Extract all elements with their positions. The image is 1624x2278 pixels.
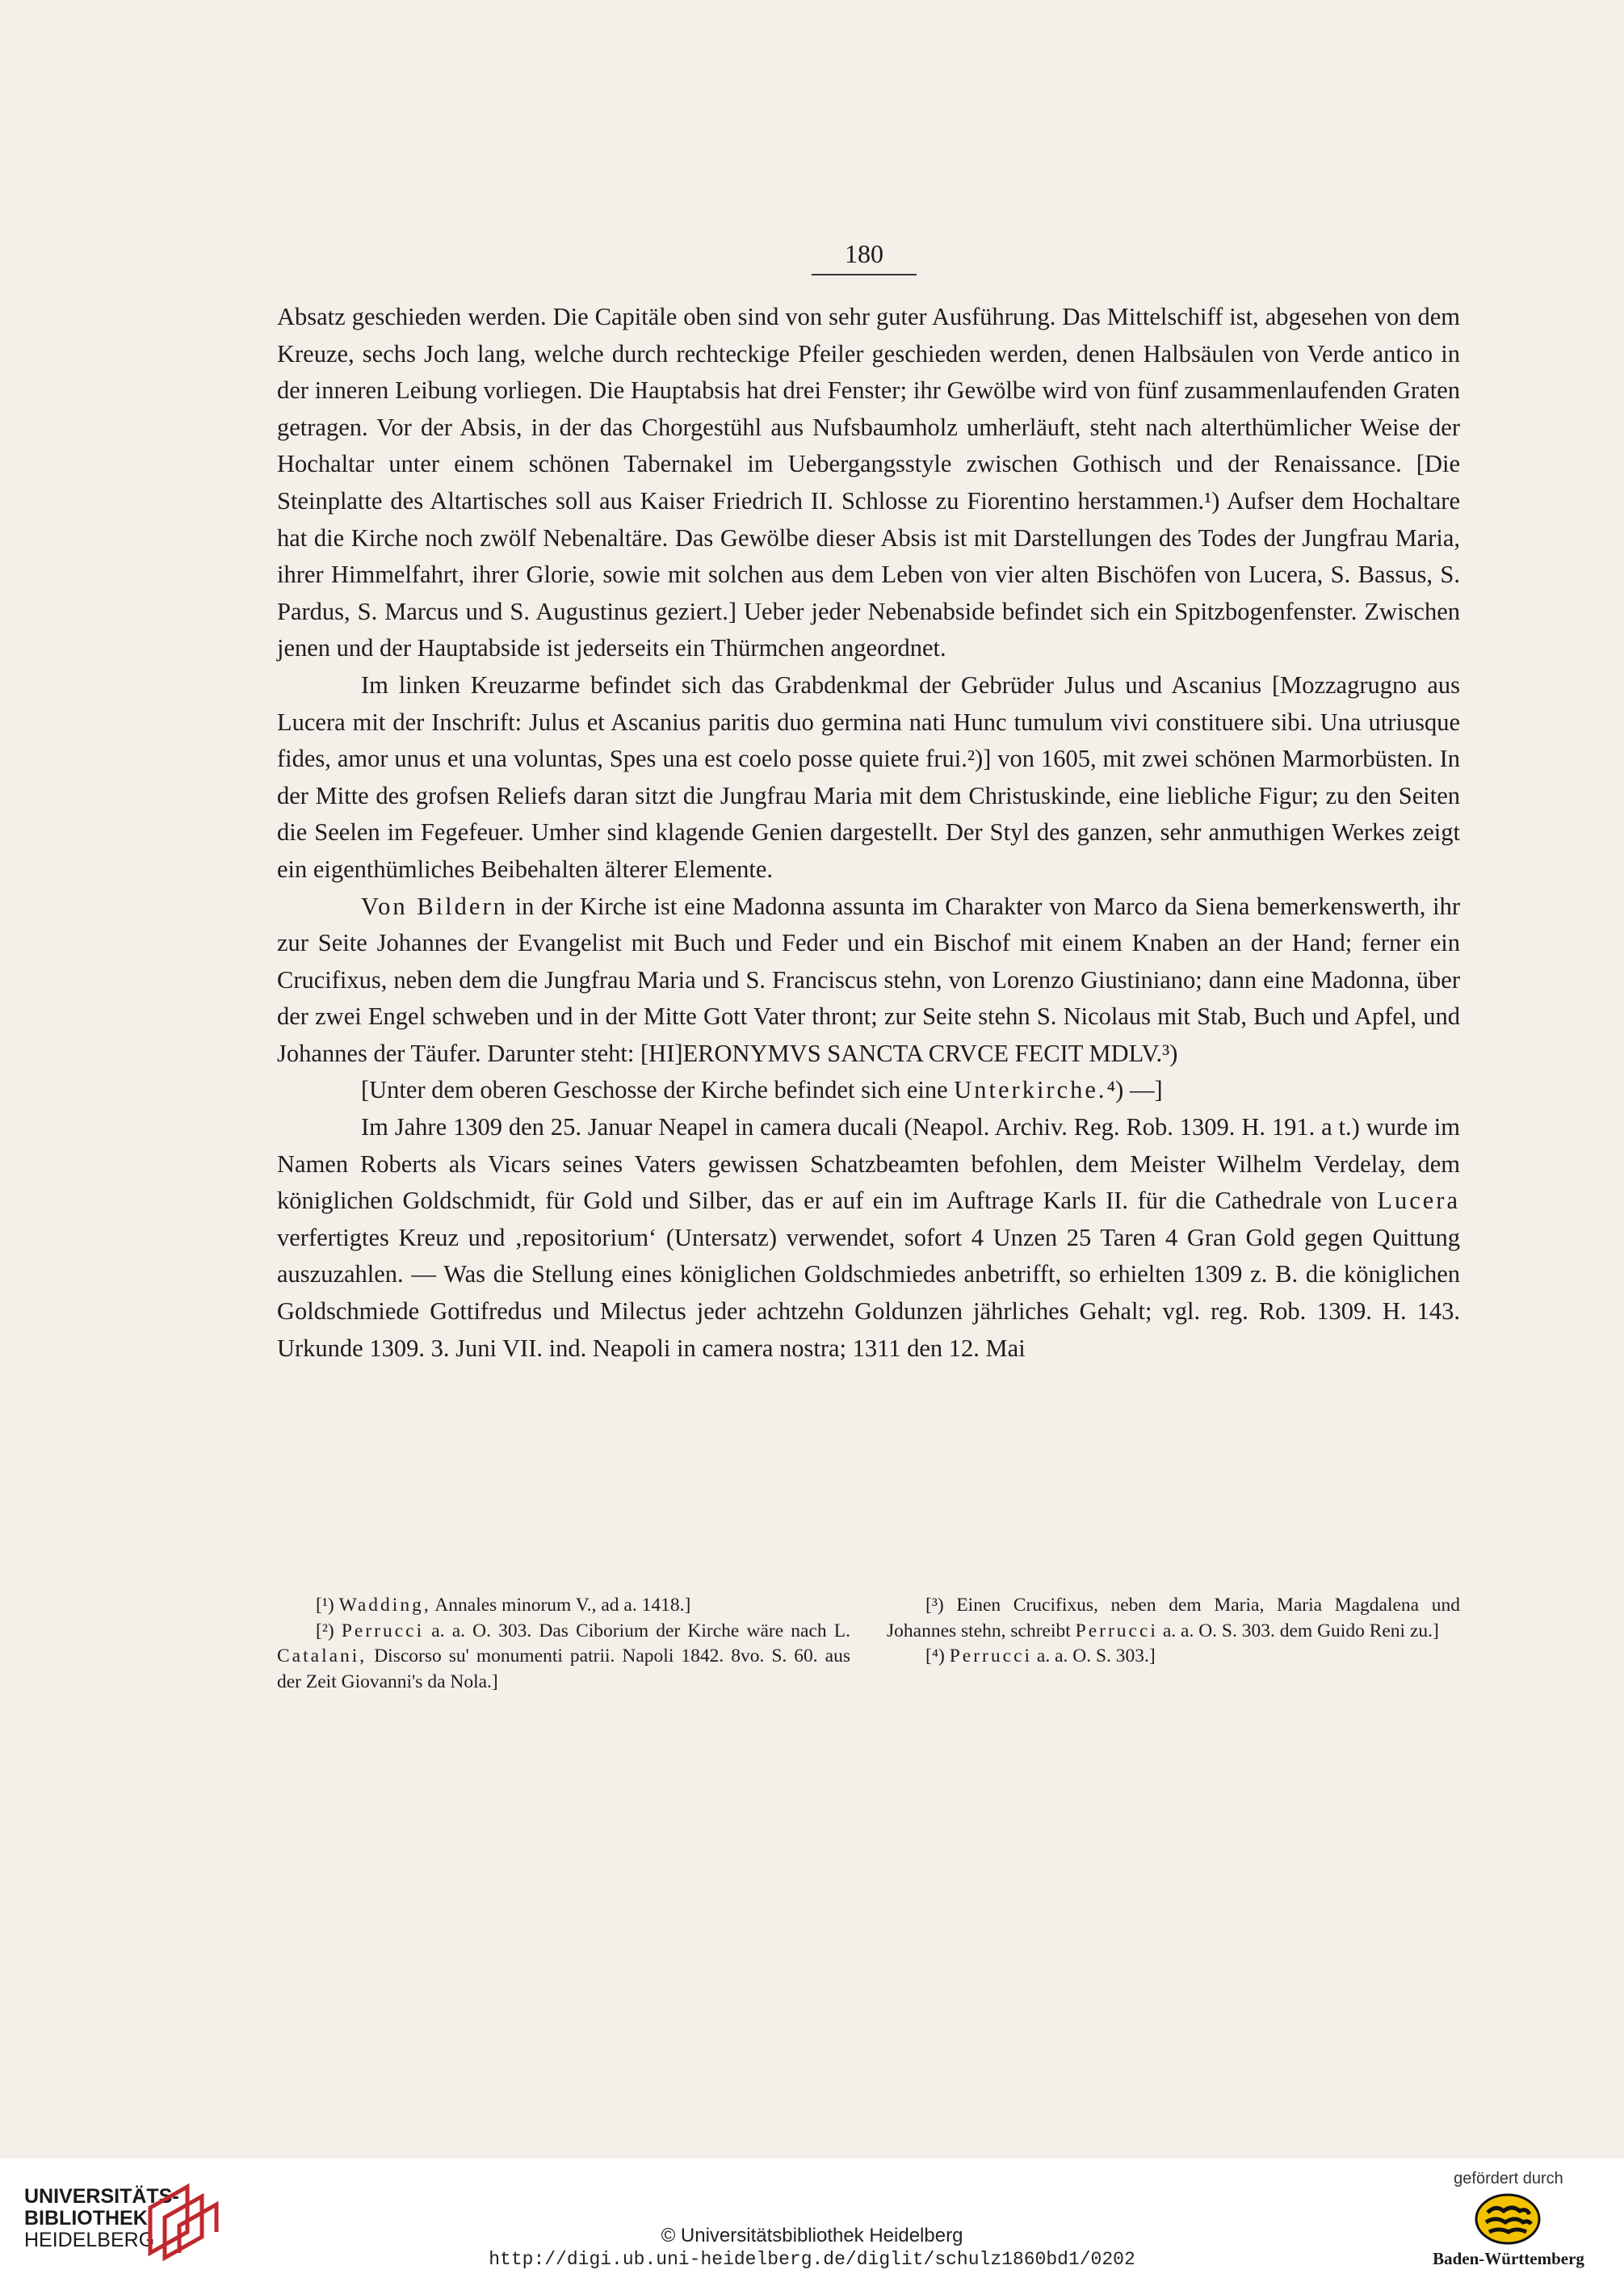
footnote bbox=[277, 1619, 850, 1696]
body-paragraph: Absatz geschieden werden. Die Capitäle oben sind von sehr guter Ausführung. Das Mittelschiff ist, abgesehen von dem Kreuze, sechs Joch lang, welche durch rechteckige Pfeiler geschieden werden, denen Halbsäulen von Verde antico in der inneren Leibung vorliegen. Die Hauptabsis hat drei Fenster; ihr Gewölbe wird von fünf zusammenlaufenden Graten getragen. Vor der Absis, in der das Chorgestühl aus Nufsbaumholz umherläuft, steht nach alterthümlicher Weise der Hochaltar unter einem schönen Tabernakel im Uebergangsstyle zwischen Gothisch und der Renaissance. [Die Steinplatte des Altartisches soll aus Kaiser Friedrich II. Schlosse zu Fiorentino herstammen.¹) Aufser dem Hochaltare hat die Kirche noch zwölf Nebenaltäre. Das Gewölbe dieser Absis ist mit Darstellungen des Todes der Jungfrau Maria, ihrer Himmelfahrt, ihrer Glorie, sowie mit solchen aus dem Leben von vier alten Bischöfen von Lucera, S. Bassus, S. Pardus, S. Marcus und S. Augustinus geziert.] Ueber jeder Nebenabside befindet sich ein Spitzbogenfenster. Zwischen jenen und der Hauptabside ist jederseits ein Thürmchen angeordnet. bbox=[277, 303, 1460, 662]
spaced-name: Lucera bbox=[1377, 1187, 1460, 1215]
spaced-name: Catalani, bbox=[277, 1645, 367, 1666]
spaced-name: Wadding, bbox=[338, 1595, 431, 1616]
sponsor-name: Baden-Württemberg bbox=[1433, 2249, 1584, 2268]
funded-by-label: gefördert durch bbox=[1454, 2170, 1563, 2188]
copyright-text: © Universitätsbibliothek Heidelberg bbox=[661, 2225, 963, 2246]
footnotes-left-column bbox=[277, 1593, 850, 1695]
text-run: in der Kirche ist eine Madonna assunta im Charakter von Marco da Siena bemerkenswerth, ihr zur Seite Johannes der Evangelist mit Buch und Feder und ein Bischof mit einem Knaben an der Hand; ferner ein Crucifixus, neben dem die Jungfrau Maria und S. Franciscus stehn, von Lorenzo Giustiniano; dann eine Madonna, über der zwei Engel schweben und in der Mitte Gott Vater thront; zur Seite stehn S. Nicolaus mit Stab, Buch und Apfel, und Johannes der Täufer. Darunter steht: [HI]ERONYMVS SANCTA CRVCE FECIT MDLV.³) bbox=[277, 892, 1460, 1067]
footnote bbox=[887, 1593, 1460, 1644]
logo-line-2: BIBLIOTHEK bbox=[24, 2207, 148, 2230]
text-run: Discorso su' monumenti patrii. Napoli 1842. 8vo. S. 60. aus der Zeit Giovanni's da Nola.] bbox=[277, 1645, 850, 1692]
body-paragraph: Im linken Kreuzarme befindet sich das Grabdenkmal der Gebrüder Julus und Ascanius [Mozzagrugno aus Lucera mit der Inschrift: Julus et Ascanius paritis duo germina nati Hunc tumulum vivi constituere sibi. Una utriusque fides, amor unus et una voluntas, Spes una est coelo posse quiete frui.²)] von 1605, mit zwei schönen Marmorbüsten. In der Mitte des grofsen Reliefs daran sitzt die Jungfrau Maria mit dem Christuskinde, eine liebliche Figur; zu den Seiten die Seelen im Fegefeuer. Umher sind klagende Genien dargestellt. Der Styl des ganzen, sehr anmuthigen Werkes zeigt ein eigenthümliches Beibehalten älterer Elemente. bbox=[277, 670, 1460, 883]
footnote bbox=[887, 1644, 1460, 1670]
footnote bbox=[277, 1593, 850, 1619]
permalink-url[interactable]: http://digi.ub.uni-heidelberg.de/diglit/schulz1860bd1/0202 bbox=[489, 2249, 1135, 2270]
text-run: a. a. O. 303. Das Ciborium der Kirche wäre nach L. bbox=[424, 1620, 851, 1641]
body-paragraph bbox=[277, 1072, 1460, 1109]
baden-wuerttemberg-lions-emblem-icon bbox=[1475, 2193, 1541, 2245]
main-text bbox=[277, 299, 1460, 1367]
text-run: [⁴) bbox=[925, 1645, 950, 1666]
text-run: Im Jahre 1309 den 25. Januar Neapel in camera ducali (Neapol. Archiv. Reg. Rob. 1309. H. 191. a t.) wurde im Namen Roberts als Vicars seines Vaters gewissen Schatzbeamten befohlen, dem Meister Wilhelm Verdelay, dem königlichen Goldschmidt, für Gold und Silber, das er auf ein im Auftrage Karls II. für die Cathedrale von bbox=[277, 1113, 1460, 1215]
spaced-name: Von Bildern bbox=[361, 892, 508, 920]
text-run: verfertigtes Kreuz und ‚repositorium‘ (Untersatz) verwendet, sofort 4 Unzen 25 Taren 4 Gran Gold gegen Quittung auszuzahlen. — Was die Stellung eines königlichen Goldschmiedes anbetrifft, so erhielten 1309 z. B. die königlichen Goldschmiede Gottifredus und Milectus jeder achtzehn Goldunzen jährliches Gehalt; vgl. reg. Rob. 1309. H. 143. Urkunde 1309. 3. Juni VII. ind. Neapoli in camera nostra; 1311 den 12. Mai bbox=[277, 1223, 1460, 1362]
body-paragraph bbox=[277, 889, 1460, 1073]
text-run: [¹) bbox=[316, 1595, 339, 1616]
footnotes-right-column bbox=[887, 1593, 1460, 1695]
footnotes bbox=[277, 1593, 1460, 1695]
text-run: Annales minorum V., ad a. 1418.] bbox=[430, 1595, 691, 1616]
text-run: [³) Einen Crucifixus, neben dem Maria, Maria Magdalena und Johannes stehn, schreibt bbox=[887, 1595, 1460, 1641]
text-run: a. a. O. S. 303.] bbox=[1032, 1645, 1156, 1666]
spaced-name: Perrucci bbox=[949, 1645, 1033, 1666]
logo-line-3: HEIDELBERG bbox=[24, 2229, 155, 2251]
text-run: [²) bbox=[316, 1620, 342, 1641]
page-number: 180 bbox=[812, 239, 917, 275]
spaced-name: Unterkirche. bbox=[954, 1076, 1107, 1104]
body-paragraph bbox=[277, 1109, 1460, 1367]
text-run: a. a. O. S. 303. dem Guido Reni zu.] bbox=[1157, 1620, 1439, 1641]
text-run: [Unter dem oberen Geschosse der Kirche befindet sich eine bbox=[361, 1076, 955, 1104]
spaced-name: Perrucci bbox=[1075, 1620, 1158, 1641]
text-run: ⁴) —] bbox=[1106, 1076, 1163, 1104]
logo-line-1: UNIVERSITÄTS- bbox=[24, 2185, 179, 2208]
spaced-name: Perrucci bbox=[341, 1620, 425, 1641]
